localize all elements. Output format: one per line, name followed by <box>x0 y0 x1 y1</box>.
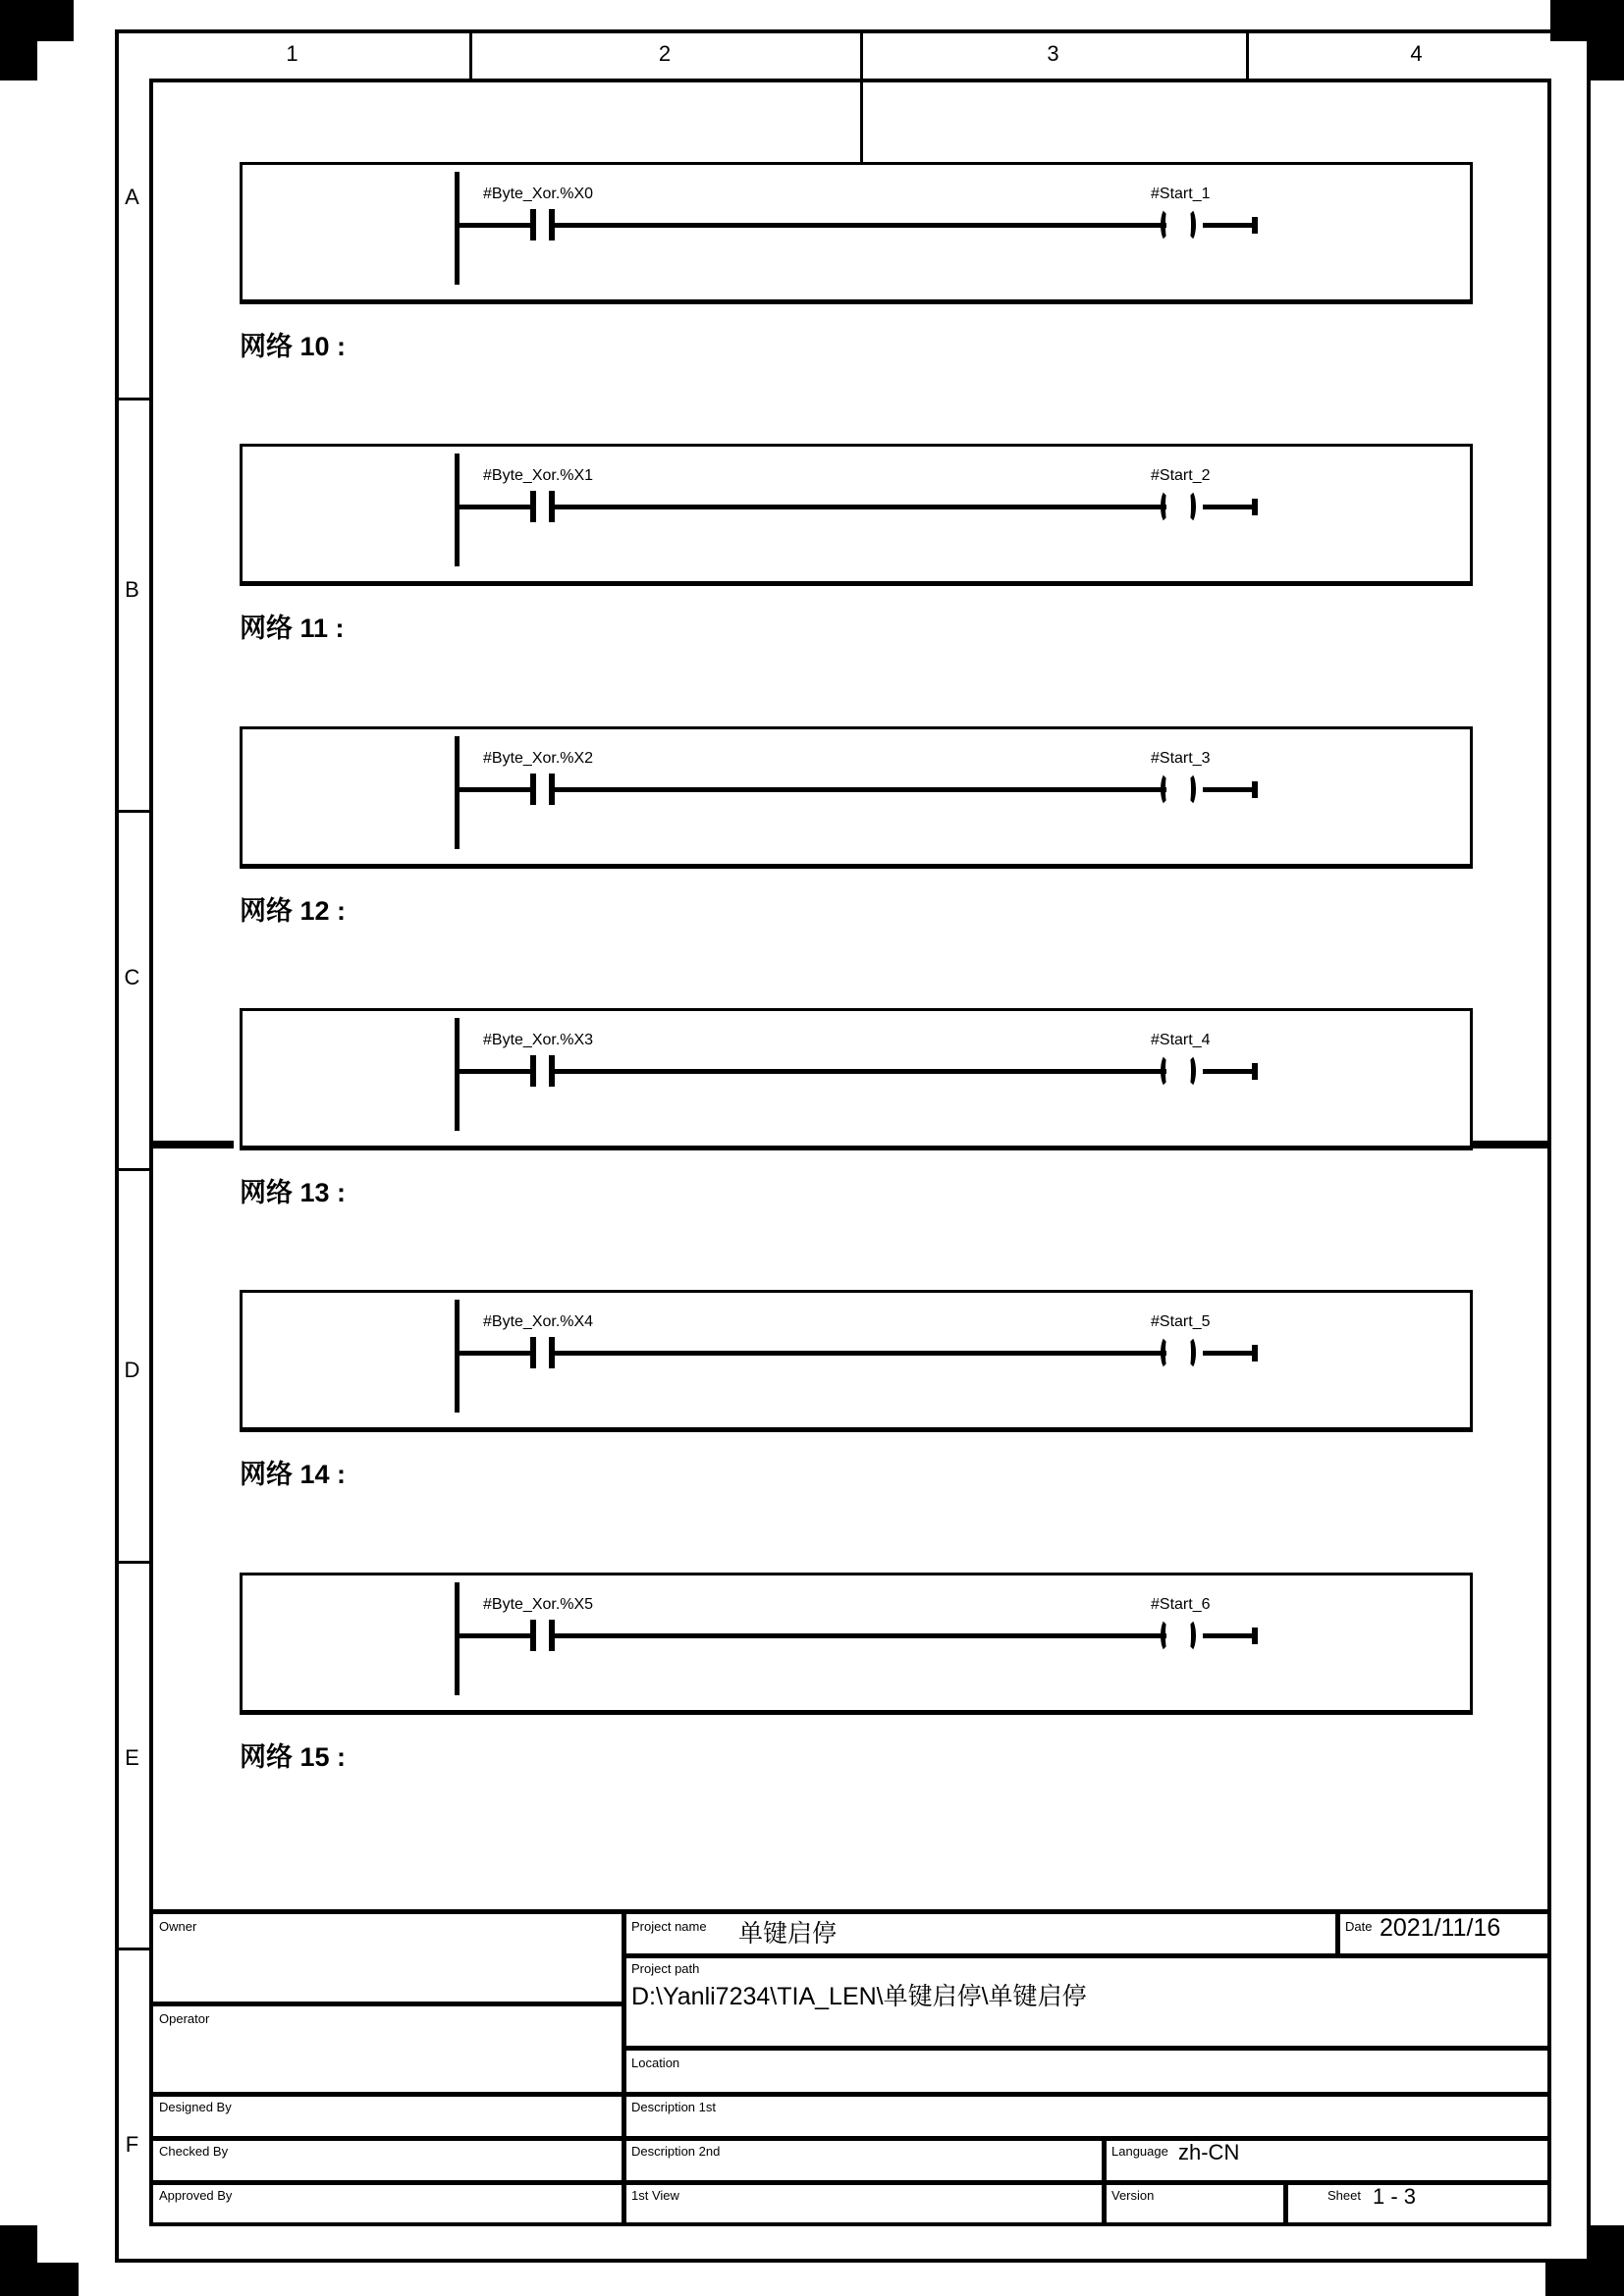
row-label-b: B <box>125 577 139 602</box>
contact-label: #Byte_Xor.%X3 <box>483 1032 594 1048</box>
coil-label: #Start_6 <box>1151 1596 1211 1613</box>
location-label: Location <box>631 2056 680 2070</box>
coil-icon <box>1161 1336 1172 1369</box>
wire-segment <box>455 1069 530 1074</box>
coil-label: #Start_1 <box>1151 186 1211 202</box>
coil-label: #Start_4 <box>1151 1032 1211 1048</box>
power-rail <box>455 172 460 285</box>
coil-icon <box>1184 1619 1196 1652</box>
network-label: 网络 13 : <box>240 1178 347 1207</box>
row-divider-1 <box>115 398 149 400</box>
wire-segment <box>1203 1351 1252 1356</box>
column-label-4: 4 <box>1410 41 1423 66</box>
wire-segment <box>455 787 530 792</box>
wire-segment <box>1203 223 1252 228</box>
coil-icon <box>1161 1619 1172 1652</box>
wire-terminal <box>1252 1628 1258 1644</box>
wire-segment <box>1203 1633 1252 1638</box>
power-rail <box>455 736 460 849</box>
wire-segment <box>455 223 530 228</box>
row-label-c: C <box>124 965 140 989</box>
ladder-network-1 <box>240 162 1473 373</box>
wire-segment <box>455 1351 530 1356</box>
owner-label: Owner <box>159 1919 197 1934</box>
row-divider-3 <box>115 1168 149 1171</box>
ladder-network-2 <box>240 444 1473 655</box>
coil-icon <box>1161 773 1172 806</box>
row-label-e: E <box>125 1745 139 1770</box>
corner-mark-top-left <box>0 0 74 41</box>
network-label: 网络 15 : <box>240 1742 347 1772</box>
titleblock-line <box>149 2136 1551 2141</box>
titleblock-line <box>149 2180 1551 2185</box>
designed-by-label: Designed By <box>159 2100 232 2114</box>
description-1st-label: Description 1st <box>631 2100 716 2114</box>
corner-mark-bottom-right <box>1587 2225 1624 2263</box>
power-rail <box>455 454 460 566</box>
wire-terminal <box>1252 1345 1258 1362</box>
coil-icon <box>1184 1336 1196 1369</box>
titleblock-vline <box>1102 2136 1107 2226</box>
corner-mark-bottom-left-2 <box>0 2263 79 2296</box>
network-box <box>240 1008 1473 1150</box>
network-box <box>240 1573 1473 1715</box>
contact-bar <box>530 491 536 522</box>
contact-bar <box>530 1337 536 1368</box>
wire-terminal <box>1252 499 1258 515</box>
wire-segment <box>555 787 1166 792</box>
coil-icon <box>1184 1054 1196 1088</box>
description-2nd-label: Description 2nd <box>631 2144 721 2159</box>
ladder-network-4 <box>240 1008 1473 1219</box>
contact-label: #Byte_Xor.%X2 <box>483 750 594 767</box>
network-label: 网络 10 : <box>240 332 347 361</box>
corner-mark-bottom-right-2 <box>1545 2263 1624 2296</box>
language-label: Language <box>1111 2144 1168 2159</box>
coil-icon <box>1184 773 1196 806</box>
power-rail <box>455 1300 460 1413</box>
column-label-2: 2 <box>658 41 672 66</box>
wire-segment <box>555 1633 1166 1638</box>
row-label-a: A <box>125 185 139 209</box>
date-value: 2021/11/16 <box>1380 1914 1501 1942</box>
titleblock-top-line <box>149 1909 1551 1914</box>
row-divider-5 <box>115 1948 149 1950</box>
sheet-value: 1 - 3 <box>1373 2184 1417 2209</box>
wire-terminal <box>1252 781 1258 798</box>
titleblock-vline <box>1335 1909 1340 1958</box>
contact-bar <box>530 209 536 240</box>
wire-segment <box>1203 787 1252 792</box>
column-label-1: 1 <box>286 41 298 66</box>
coil-icon <box>1161 1054 1172 1088</box>
network-box <box>240 1290 1473 1432</box>
row-divider-4 <box>115 1561 149 1564</box>
wire-terminal <box>1252 217 1258 234</box>
project-path-label: Project path <box>631 1961 700 1976</box>
row-label-f: F <box>125 2132 139 2157</box>
contact-bar <box>530 1620 536 1651</box>
titleblock-line <box>149 2002 622 2006</box>
ladder-network-5 <box>240 1290 1473 1501</box>
date-label: Date <box>1345 1919 1373 1934</box>
coil-label: #Start_2 <box>1151 467 1211 484</box>
titleblock-line <box>149 2092 1551 2097</box>
wire-segment <box>455 505 530 509</box>
power-rail <box>455 1018 460 1131</box>
contact-label: #Byte_Xor.%X4 <box>483 1313 594 1330</box>
network-box <box>240 162 1473 304</box>
project-name-value: 单键启停 <box>738 1920 838 1948</box>
wire-segment <box>1203 505 1252 509</box>
network-box <box>240 444 1473 586</box>
contact-label: #Byte_Xor.%X5 <box>483 1596 594 1613</box>
contact-label: #Byte_Xor.%X0 <box>483 186 594 202</box>
row-label-d: D <box>124 1358 140 1382</box>
project-name-label: Project name <box>631 1919 707 1934</box>
project-path-value: D:\Yanli7234\TIA_LEN\单键启停\单键启停 <box>631 1983 1087 2010</box>
coil-label: #Start_5 <box>1151 1313 1211 1330</box>
coil-icon <box>1184 490 1196 523</box>
row-divider-2 <box>115 810 149 813</box>
wire-segment <box>555 1069 1166 1074</box>
coil-icon <box>1161 208 1172 241</box>
center-mark-right <box>1467 1141 1551 1148</box>
corner-mark-top-right-2 <box>1587 41 1624 80</box>
ladder-network-3 <box>240 726 1473 937</box>
corner-mark-top-left-2 <box>0 41 37 80</box>
coil-label: #Start_3 <box>1151 750 1211 767</box>
coil-icon <box>1161 490 1172 523</box>
power-rail <box>455 1582 460 1695</box>
coil-icon <box>1184 208 1196 241</box>
ladder-network-6 <box>240 1573 1473 1784</box>
contact-bar <box>530 774 536 805</box>
network-label: 网络 11 : <box>240 614 345 643</box>
center-mark-left <box>149 1141 234 1148</box>
wire-terminal <box>1252 1063 1258 1080</box>
titleblock-line <box>622 1953 1551 1958</box>
version-label: Version <box>1111 2188 1155 2203</box>
language-value: zh-CN <box>1178 2140 1240 2164</box>
titleblock-line <box>622 2046 1551 2051</box>
titleblock-vline <box>1283 2180 1288 2226</box>
checked-by-label: Checked By <box>159 2144 229 2159</box>
operator-label: Operator <box>159 2011 210 2026</box>
wire-segment <box>455 1633 530 1638</box>
wire-segment <box>555 223 1166 228</box>
first-view-label: 1st View <box>631 2188 679 2203</box>
network-label: 网络 14 : <box>240 1460 347 1489</box>
contact-bar <box>530 1055 536 1087</box>
wire-segment <box>555 1351 1166 1356</box>
approved-by-label: Approved By <box>159 2188 233 2203</box>
sheet-label: Sheet <box>1327 2188 1361 2203</box>
wire-segment <box>1203 1069 1252 1074</box>
titleblock-vline <box>622 1909 626 2226</box>
wire-segment <box>555 505 1166 509</box>
column-divider-extension <box>860 79 863 162</box>
corner-mark-bottom-left <box>0 2225 37 2263</box>
contact-label: #Byte_Xor.%X1 <box>483 467 594 484</box>
column-label-3: 3 <box>1047 41 1059 66</box>
network-label: 网络 12 : <box>240 896 347 926</box>
network-box <box>240 726 1473 869</box>
